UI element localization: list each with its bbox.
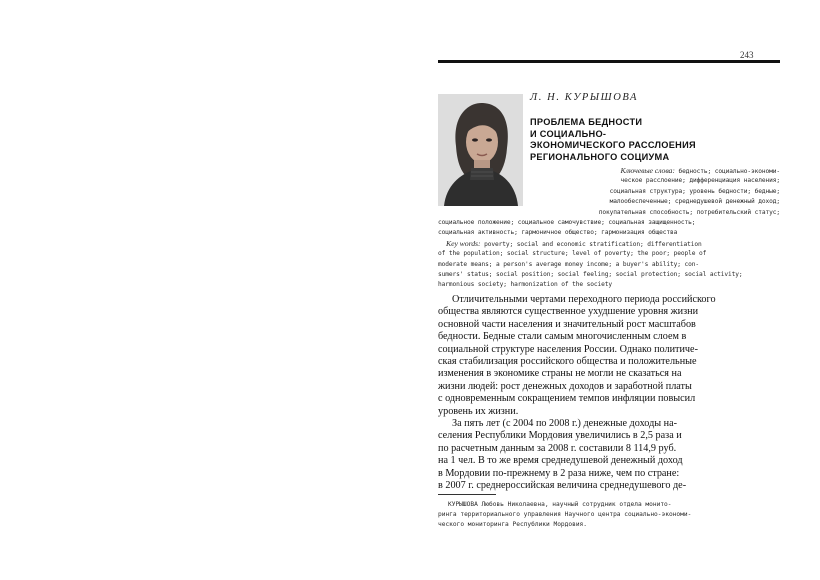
paragraph-line: изменения в экономике страны не могли не сказаться на (438, 368, 682, 380)
paragraph-line: по расчетным данным за 2008 г. составили 8 114,9 руб. (438, 442, 677, 454)
paragraph-line: бедности. Бедные стали самым многочисленным слоем в (438, 331, 687, 343)
header-rule (438, 60, 780, 63)
footnote (438, 500, 780, 530)
keywords-ru-line: социальная структура; уровень бедности; бедные; (609, 187, 780, 195)
title-line: ЭКОНОМИЧЕСКОГО РАССЛОЕНИЯ (530, 140, 696, 151)
keywords-ru-line: ческое расслоение; дифференциация населения; (620, 177, 780, 185)
footnote-line: КУРЫШОВА Любовь Николаевна, научный сотрудник отдела монито- (448, 501, 672, 508)
page-number: 243 (740, 50, 754, 60)
author-name: Л. Н. КУРЫШОВА (530, 92, 639, 103)
footnote-line: ческого мониторинга Республики Мордовия. (438, 521, 588, 528)
keywords-en-line: of the population; social structure; level of poverty; the poor; people of (438, 250, 707, 258)
paragraph-line: жизни людей: рост денежных доходов и заработной платы (438, 380, 692, 392)
keywords-ru-line: Ключевые слова: бедность; социально-экономи- (620, 166, 780, 175)
footnote-line: ринга территориального управления Научного центра социально-экономи- (438, 511, 692, 518)
keywords-en-label: Key words: (446, 238, 481, 248)
paragraph-line: с одновременным сокращением темпов инфляции повысил (438, 393, 696, 405)
keywords-ru-line: покупательная способность; потребительский статус; (598, 208, 780, 216)
paragraph-line: Отличительными чертами переходного периода российского (452, 294, 716, 305)
keywords-en-line: moderate means; a person's average money income; a buyer's ability; con- (438, 260, 700, 268)
keywords-en-line: sumers' status; social position; social feeling; social protection; social activity; (438, 271, 743, 278)
keywords-en-line: Key words: poverty; social and economic stratification; differentiation (446, 238, 702, 248)
paragraph-line: За пять лет (с 2004 по 2008 г.) денежные доходы на- (452, 418, 678, 429)
footnote-rule (438, 494, 496, 495)
paragraph-line: на 1 чел. В то же время среднедушевой денежный доход (438, 455, 683, 467)
paragraph-line: ская стабилизация российского общества и положительные (438, 356, 697, 367)
paragraph-line: уровень их жизни. (438, 405, 519, 417)
keywords-ru-line: социальное положение; социальное самочувствие; социальная защищенность; (438, 219, 696, 226)
paragraph-line: в 2007 г. среднероссийская величина среднедушевого де- (438, 480, 687, 491)
title-line: И СОЦИАЛЬНО- (530, 128, 607, 139)
title-line: ПРОБЛЕМА БЕДНОСТИ (530, 117, 643, 127)
paragraph-line: общества являются существенное ухудшение уровня жизни (438, 306, 699, 318)
keywords-ru-line: малообеспеченные; среднедушевой денежный доход; (609, 198, 780, 206)
article-title (530, 117, 780, 163)
paragraph-line: основной части населения и значительный рост масштабов (438, 318, 696, 330)
paragraph-line: социальной структуре населения России. Однако политиче- (438, 343, 698, 355)
keywords-ru-line: социальная активность; гармоничное общество; гармонизация общества (438, 229, 678, 237)
paragraph-line: в Мордовии по-прежнему в 2 раза ниже, чем по стране: (438, 467, 680, 479)
title-line: РЕГИОНАЛЬНОГО СОЦИУМА (530, 151, 670, 162)
keywords-ru-label: Ключевые слова: (620, 166, 675, 175)
paragraph-line: селения Республики Мордовия увеличились в 2,5 раза и (438, 430, 682, 442)
keywords-en-line: harmonious society; harmonization of the society (438, 281, 613, 289)
